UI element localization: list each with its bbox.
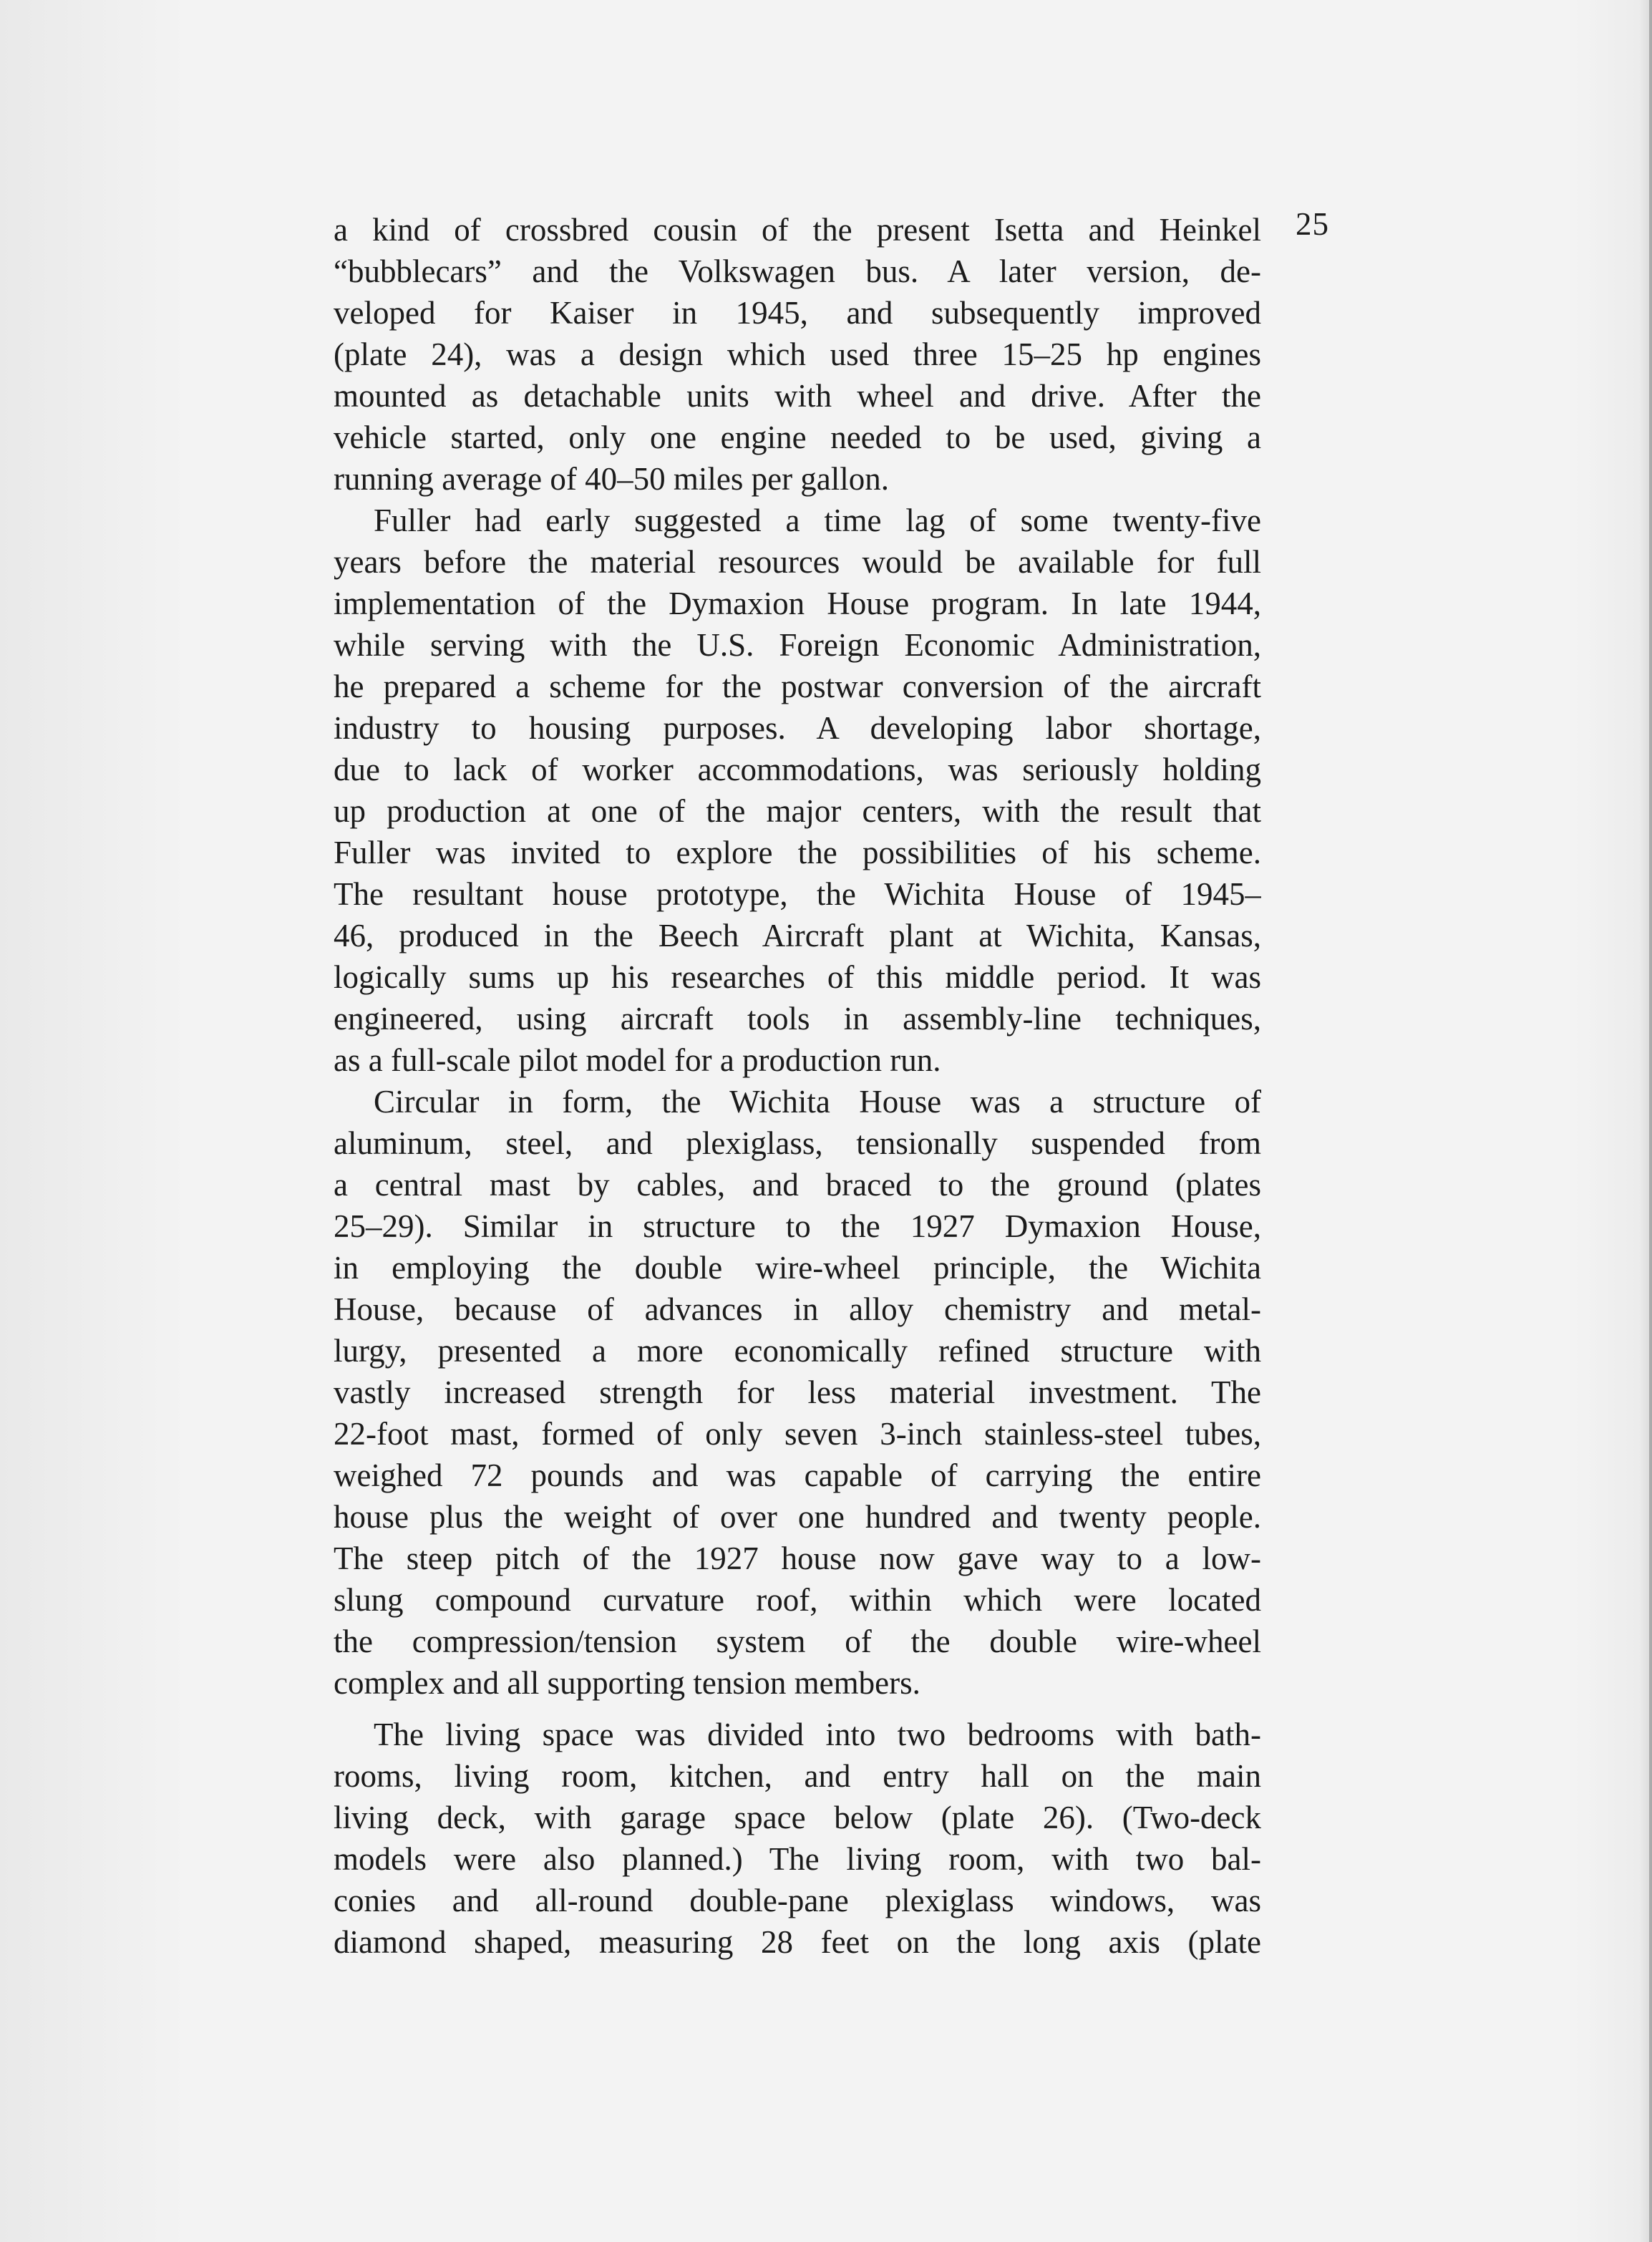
text-line: industry to housing purposes. A developing labor shortage, [334,710,1261,746]
text-line: he prepared a scheme for the postwar conversion of the aircraft [334,669,1261,704]
text-line: while serving with the U.S. Foreign Economic Administration, [334,627,1261,663]
text-line: logically sums up his researches of this middle period. It was [334,959,1261,995]
text-line: Fuller had early suggested a time lag of some twenty-five [374,503,1261,538]
text-line: mounted as detachable units with wheel and drive. After the [334,378,1261,414]
text-line: vastly increased strength for less material investment. The [334,1374,1261,1410]
text-line: engineered, using aircraft tools in assembly-line techniques, [334,1001,1261,1037]
text-line: a central mast by cables, and braced to the ground (plates [334,1167,1261,1203]
text-line: models were also planned.) The living room, with two bal- [334,1841,1261,1877]
page-edge-shadow [1649,0,1652,2242]
text-line: a kind of crossbred cousin of the present Isetta and Heinkel [334,212,1261,248]
text-line: The resultant house prototype, the Wichita House of 1945– [334,876,1261,912]
text-line: complex and all supporting tension members. [334,1665,920,1701]
text-line: 22-foot mast, formed of only seven 3-inch stainless-steel tubes, [334,1416,1261,1452]
text-line: up production at one of the major centers, with the result that [334,793,1261,829]
text-line: 46, produced in the Beech Aircraft plant at Wichita, Kansas, [334,918,1261,953]
text-line: implementation of the Dymaxion House program. In late 1944, [334,586,1261,621]
text-line: weighed 72 pounds and was capable of carrying the entire [334,1457,1261,1493]
paragraph-2 [334,500,1261,1081]
text-line: conies and all-round double-pane plexiglass windows, was [334,1883,1261,1918]
text-line: diamond shaped, measuring 28 feet on the long axis (plate [334,1924,1261,1960]
text-column [334,209,1261,1963]
text-line: House, because of advances in alloy chemistry and metal- [334,1291,1261,1327]
text-line: due to lack of worker accommodations, was seriously holding [334,752,1261,787]
text-line: Fuller was invited to explore the possibilities of his scheme. [334,835,1261,870]
text-line: rooms, living room, kitchen, and entry hall on the main [334,1758,1261,1794]
text-line: (plate 24), was a design which used three 15–25 hp engines [334,336,1261,372]
paragraph-3 [334,1081,1261,1704]
paragraph-4 [334,1714,1261,1963]
paragraph-1 [334,209,1261,500]
text-line: aluminum, steel, and plexiglass, tensionally suspended from [334,1125,1261,1161]
text-line: as a full-scale pilot model for a production run. [334,1042,941,1078]
text-line: veloped for Kaiser in 1945, and subsequently improved [334,295,1261,331]
text-line: slung compound curvature roof, within which were located [334,1582,1261,1618]
text-line: in employing the double wire-wheel principle, the Wichita [334,1250,1261,1286]
text-line: The steep pitch of the 1927 house now gave way to a low- [334,1540,1261,1576]
text-line: The living space was divided into two bedrooms with bath- [374,1717,1261,1752]
text-line: vehicle started, only one engine needed to be used, giving a [334,419,1261,455]
text-line: Circular in form, the Wichita House was a structure of [374,1084,1261,1120]
text-line: house plus the weight of over one hundred and twenty people. [334,1499,1261,1535]
text-line: running average of 40–50 miles per gallon. [334,461,890,497]
paragraph-spacer [334,1704,1261,1714]
text-line: lurgy, presented a more economically refined structure with [334,1333,1261,1369]
text-line: years before the material resources would be available for full [334,544,1261,580]
page-number: 25 [1296,206,1329,242]
text-line: the compression/tension system of the double wire-wheel [334,1624,1261,1659]
text-line: “bubblecars” and the Volkswagen bus. A later version, de- [334,253,1261,289]
text-line: living deck, with garage space below (plate 26). (Two-deck [334,1800,1261,1835]
text-line: 25–29). Similar in structure to the 1927 Dymaxion House, [334,1208,1261,1244]
